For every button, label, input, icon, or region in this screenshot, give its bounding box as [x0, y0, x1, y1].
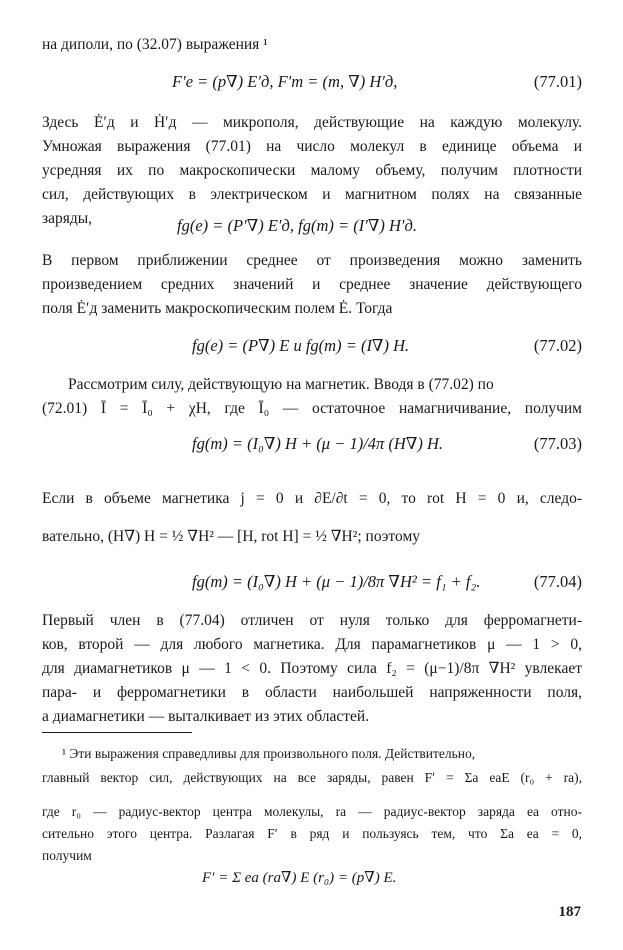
footnote-line-4: сительно этого центра. Разлагая F′ в ряд и пользуясь тем, что Σa ea = 0, — [42, 826, 582, 841]
text-line-17: пара- и ферромагнетики в области наибольшей напряженности поля, — [42, 684, 582, 701]
footnote-equation — [42, 862, 582, 898]
text-line-9: поля Ė′д заменить макроскопическим полем Ė. Тогда — [42, 300, 393, 317]
page-number: 187 — [558, 904, 581, 920]
footnote-line-3: где r₀ — радиус-вектор центра молекулы, ra — радиус-вектор заряда ea отно- — [42, 804, 582, 819]
text-line-13: вательно, (H∇) H = ½ ∇H² — [H, rot H] = ½ ∇H²; поэтому — [42, 528, 421, 545]
equation-number: (77.04) — [533, 572, 582, 591]
footnote-line-1: ¹ Эти выражения справедливы для произвольного поля. Действительно, — [62, 746, 476, 761]
text-line-5: сил, действующих в электрическом и магнитном полях на связанные — [42, 186, 582, 203]
text-line-14: Первый член в (77.04) отличен от нуля только для ферромагнети- — [42, 612, 582, 629]
text-line-2: Здесь Ė′д и Ḣ′д — микрополя, действующие на каждую молекулу. — [42, 114, 582, 131]
text-line-1: на диполи, по (32.07) выражения ¹ — [42, 36, 268, 53]
text-line-15: ков, второй — для любого магнетика. Для парамагнетиков μ — 1 > 0, — [42, 636, 582, 653]
text-line-6: заряды, — [42, 210, 93, 227]
equation-77-03 — [42, 428, 582, 464]
footnote-line-5: получим — [42, 848, 92, 863]
footnote-rule — [42, 732, 192, 733]
equation-77-01 — [42, 66, 582, 102]
text-line-10: Рассмотрим силу, действующую на магнетик. Вводя в (77.02) по — [68, 376, 494, 393]
equation-number: (77.02) — [533, 336, 582, 355]
equation-body: F′ = Σ ea (ra∇) E (r₀) = (p∇) E. — [202, 870, 397, 886]
equation-77-04 — [42, 566, 582, 602]
equation-number: (77.01) — [533, 72, 582, 91]
equation-number: (77.03) — [533, 434, 582, 453]
equation-77-02 — [42, 330, 582, 366]
text-line-4: усредняя их по макроскопически малому объему, получим плотности — [42, 162, 582, 179]
text-line-8: произведением средних значений и среднее значение действующего — [42, 276, 582, 293]
equation-unnumbered — [42, 210, 582, 246]
equation-body: F′e = (p∇) E′д, F′m = (m, ∇) H′д, — [172, 72, 398, 91]
footnote-line-2: главный вектор сил, действующих на все заряды, равен F′ = Σa eaE (r₀ + ra), — [42, 770, 582, 785]
equation-body: fg(m) = (I₀∇) H + (μ − 1)/4π (H∇) H. — [192, 434, 444, 453]
text-line-18: а диамагнетики — выталкивает из этих областей. — [42, 708, 370, 725]
text-line-16: для диамагнетиков μ — 1 < 0. Поэтому сила f₂ = (μ−1)/8π ∇H² увлекает — [42, 660, 582, 677]
equation-body: fg(e) = (P∇) E и fg(m) = (I∇) H. — [192, 336, 410, 355]
text-line-3: Умножая выражения (77.01) на число молекул в единице объема и — [42, 138, 582, 155]
text-line-11: (72.01) Ī = Ī₀ + χH, где Ī₀ — остаточное намагничивание, получим — [42, 400, 582, 417]
text-line-12: Если в объеме магнетика j = 0 и ∂E/∂t = 0, то rot H = 0 и, следо- — [42, 490, 582, 507]
equation-body: fg(e) = (P′∇) E′д, fg(m) = (I′∇) H′д. — [177, 216, 417, 235]
equation-body: fg(m) = (I₀∇) H + (μ − 1)/8π ∇H² = f₁ + f₂. — [192, 572, 481, 591]
text-line-7: В первом приближении среднее от произведения можно заменить — [42, 252, 582, 269]
